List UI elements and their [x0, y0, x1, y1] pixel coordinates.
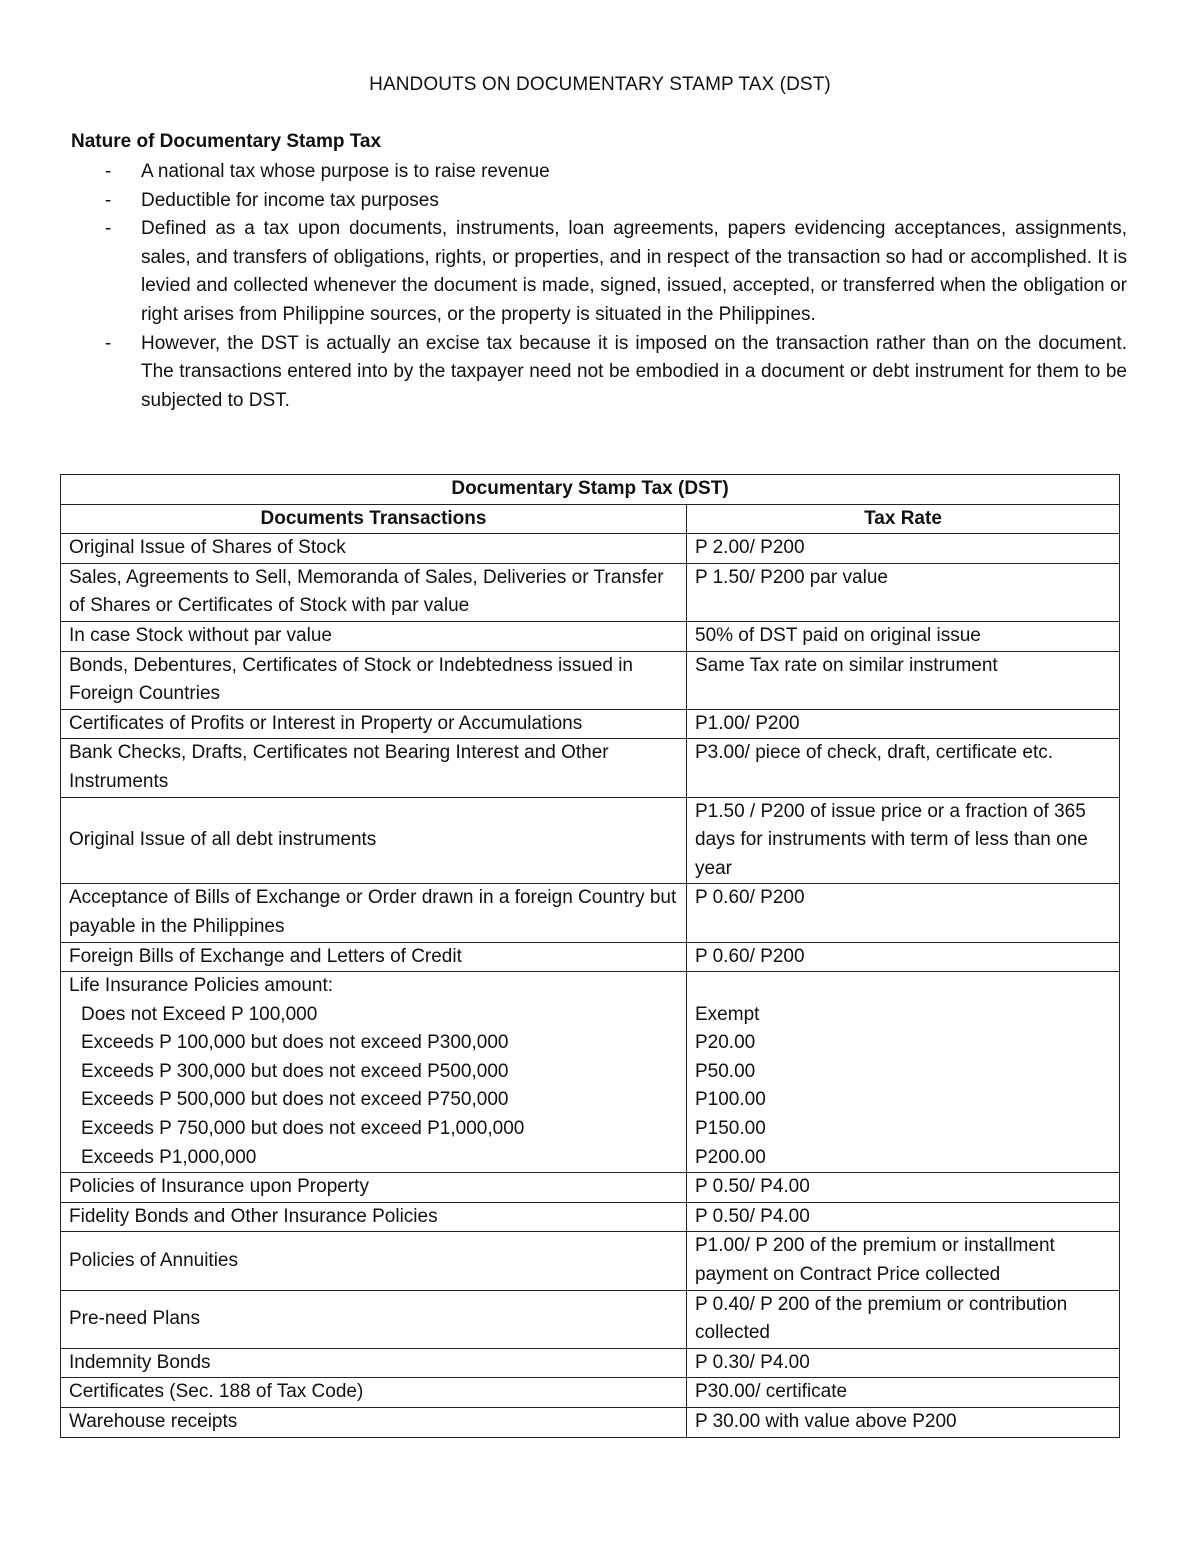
transaction-cell: Indemnity Bonds — [61, 1348, 687, 1378]
tier-label: Exceeds P 500,000 but does not exceed P750,000 — [81, 1089, 509, 1111]
tier-rate: P200.00 — [695, 1146, 766, 1168]
tier-label: Exceeds P 100,000 but does not exceed P300,000 — [81, 1032, 509, 1054]
table-row — [61, 709, 1120, 739]
transaction-cell: In case Stock without par value — [61, 621, 687, 651]
rate-cell: P3.00/ piece of check, draft, certificate etc. — [687, 739, 1120, 797]
table-header-row — [61, 504, 1120, 534]
rate-cell: P 0.30/ P4.00 — [687, 1348, 1120, 1378]
tier-rate: P100.00 — [695, 1089, 766, 1111]
transaction-cell: Policies of Insurance upon Property — [61, 1173, 687, 1203]
transaction-cell: Acceptance of Bills of Exchange or Order drawn in a foreign Country but payable in the Philippines — [61, 884, 687, 942]
tier-rate: P150.00 — [695, 1118, 766, 1140]
table-row — [61, 1378, 1120, 1408]
transaction-cell: Foreign Bills of Exchange and Letters of Credit — [61, 942, 687, 972]
rate-cell: P30.00/ certificate — [687, 1378, 1120, 1408]
transaction-cell — [61, 972, 687, 1173]
transaction-cell: Bonds, Debentures, Certificates of Stock or Indebtedness issued in Foreign Countries — [61, 651, 687, 709]
column-header-documents: Documents Transactions — [61, 504, 687, 534]
rate-cell: P 1.50/ P200 par value — [687, 563, 1120, 621]
rate-cell: P 2.00/ P200 — [687, 534, 1120, 564]
rate-cell: P 30.00 with value above P200 — [687, 1408, 1120, 1438]
nature-bullet-list — [71, 158, 1127, 415]
table-row — [61, 1348, 1120, 1378]
section-heading: Nature of Documentary Stamp Tax — [71, 131, 382, 152]
table-row — [61, 534, 1120, 564]
table-row — [61, 1202, 1120, 1232]
table-caption-row — [61, 475, 1120, 505]
transaction-cell: Original Issue of all debt instruments — [61, 797, 687, 884]
transaction-cell: Original Issue of Shares of Stock — [61, 534, 687, 564]
table-row — [61, 621, 1120, 651]
table-caption: Documentary Stamp Tax (DST) — [61, 475, 1120, 505]
list-item: - A national tax whose purpose is to raise revenue — [105, 161, 550, 182]
table-row — [61, 1408, 1120, 1438]
table-row — [61, 1290, 1120, 1348]
rate-cell: P1.50 / P200 of issue price or a fraction of 365 days for instruments with term of less than one year — [687, 797, 1120, 884]
column-header-tax-rate: Tax Rate — [687, 504, 1120, 534]
transaction-cell: Fidelity Bonds and Other Insurance Policies — [61, 1202, 687, 1232]
rate-cell — [687, 972, 1120, 1173]
tier-label: Exceeds P 750,000 but does not exceed P1,000,000 — [81, 1118, 525, 1140]
table-row — [61, 942, 1120, 972]
life-insurance-row — [61, 972, 1120, 1173]
transaction-cell: Pre-need Plans — [61, 1290, 687, 1348]
rate-cell: 50% of DST paid on original issue — [687, 621, 1120, 651]
table-row — [61, 651, 1120, 709]
table-row — [61, 1173, 1120, 1203]
tier-rate: P50.00 — [695, 1060, 756, 1082]
table-row — [61, 884, 1120, 942]
life-insurance-label: Life Insurance Policies amount: — [69, 975, 334, 997]
tier-label: Does not Exceed P 100,000 — [81, 1003, 318, 1025]
rate-cell: P 0.40/ P 200 of the premium or contribution collected — [687, 1290, 1120, 1348]
transaction-cell: Warehouse receipts — [61, 1408, 687, 1438]
list-item: - Defined as a tax upon documents, instruments, loan agreements, papers evidencing acceptances, assignments, sales, and transfers of obligations, rights, or properties, and in respect of the transaction so had or accomplished. It is levied and collected whenever the document is made, signed, issued, accepted, or transferred when the obligation or right arises from Philippine sources, or the property is situated in the Philippines. — [105, 218, 1127, 325]
rate-cell: P1.00/ P200 — [687, 709, 1120, 739]
tier-label: Exceeds P 300,000 but does not exceed P500,000 — [81, 1060, 509, 1082]
rate-cell: P 0.60/ P200 — [687, 884, 1120, 942]
list-item: - Deductible for income tax purposes — [105, 189, 439, 211]
document-title: HANDOUTS ON DOCUMENTARY STAMP TAX (DST) — [369, 74, 831, 95]
table-row — [61, 797, 1120, 884]
transaction-cell: Bank Checks, Drafts, Certificates not Bearing Interest and Other Instruments — [61, 739, 687, 797]
tier-rate: Exempt — [695, 1003, 760, 1025]
table-row — [61, 1232, 1120, 1290]
table-row — [61, 563, 1120, 621]
tier-rate: P20.00 — [695, 1032, 756, 1054]
transaction-cell: Certificates of Profits or Interest in Property or Accumulations — [61, 709, 687, 739]
transaction-cell: Certificates (Sec. 188 of Tax Code) — [61, 1378, 687, 1408]
rate-cell: P1.00/ P 200 of the premium or installment payment on Contract Price collected — [687, 1232, 1120, 1290]
table-row — [61, 739, 1120, 797]
rate-cell: P 0.50/ P4.00 — [687, 1202, 1120, 1232]
rate-cell: Same Tax rate on similar instrument — [687, 651, 1120, 709]
dst-rate-table — [60, 474, 1120, 1438]
rate-cell: P 0.60/ P200 — [687, 942, 1120, 972]
list-item: - However, the DST is actually an excise tax because it is imposed on the transaction rather than on the document. The transactions entered into by the taxpayer need not be embodied in a document or debt instrument for them to be subjected to DST. — [105, 332, 1127, 411]
tier-label: Exceeds P1,000,000 — [81, 1146, 257, 1168]
rate-cell: P 0.50/ P4.00 — [687, 1173, 1120, 1203]
transaction-cell: Sales, Agreements to Sell, Memoranda of Sales, Deliveries or Transfer of Shares or Certificates of Stock with par value — [61, 563, 687, 621]
transaction-cell: Policies of Annuities — [61, 1232, 687, 1290]
